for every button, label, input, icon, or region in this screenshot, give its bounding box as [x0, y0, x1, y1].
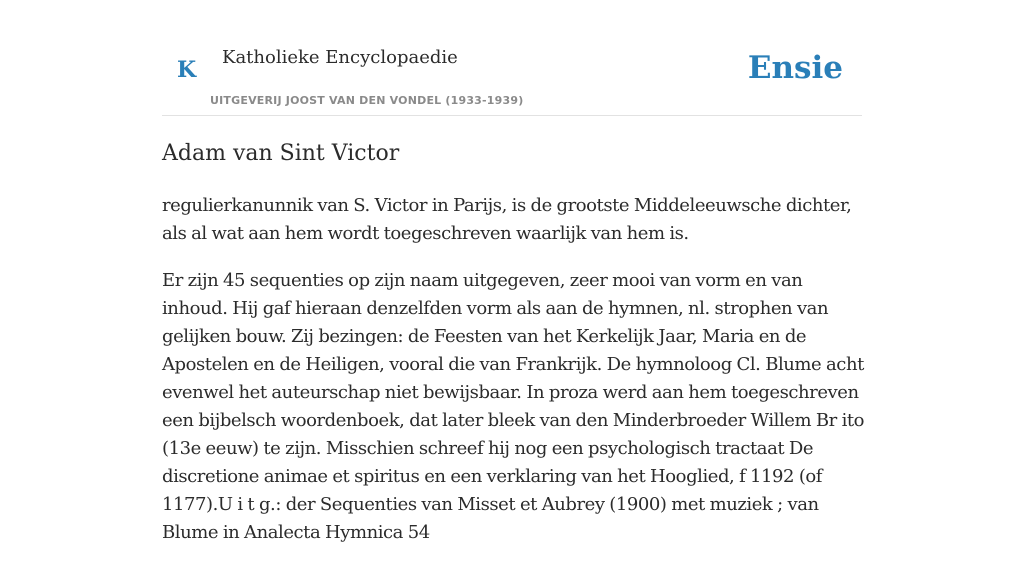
article-body [162, 192, 872, 566]
ensie-brand-link[interactable]: Ensie [747, 50, 843, 86]
encyclopedia-logo[interactable]: K [177, 57, 197, 83]
publisher-label: UITGEVERIJ JOOST VAN DEN VONDEL (1933-1939) [210, 94, 524, 107]
site-header [162, 0, 862, 116]
article-paragraph: Er zijn 45 sequenties op zijn naam uitgegeven, zeer mooi van vorm en van inhoud. Hij gaf hieraan denzelfden vorm als aan de hymnen, nl. strophen van gelijken bouw. Zij bezingen: de Feesten van het Kerkelijk Jaar, Maria en de Apostelen en de Heiligen, vooral die van Frankrijk. De hymnoloog Cl. Blume acht evenwel het auteurschap niet bewijsbaar. In proza werd aan hem toegeschreven een bijbelsch woordenboek, dat later bleek van den Minderbroeder Willem Br ito (13e eeuw) te zijn. Misschien schreef hij nog een psychologisch tractaat De discretione animae et spiritus en een verklaring van het Hooglied, f 1192 (of 1177).U i t g.: der Sequenties van Misset et Aubrey (1900) met muziek ; van Blume in Analecta Hymnica 54 [162, 270, 865, 543]
article-paragraph: regulierkanunnik van S. Victor in Parijs, is de grootste Middeleeuwsche dichter, als al wat aan hem wordt toegeschreven waarlijk van hem is. [162, 195, 852, 244]
article-title: Adam van Sint Victor [162, 141, 400, 166]
encyclopedia-title[interactable]: Katholieke Encyclopaedie [222, 47, 458, 68]
